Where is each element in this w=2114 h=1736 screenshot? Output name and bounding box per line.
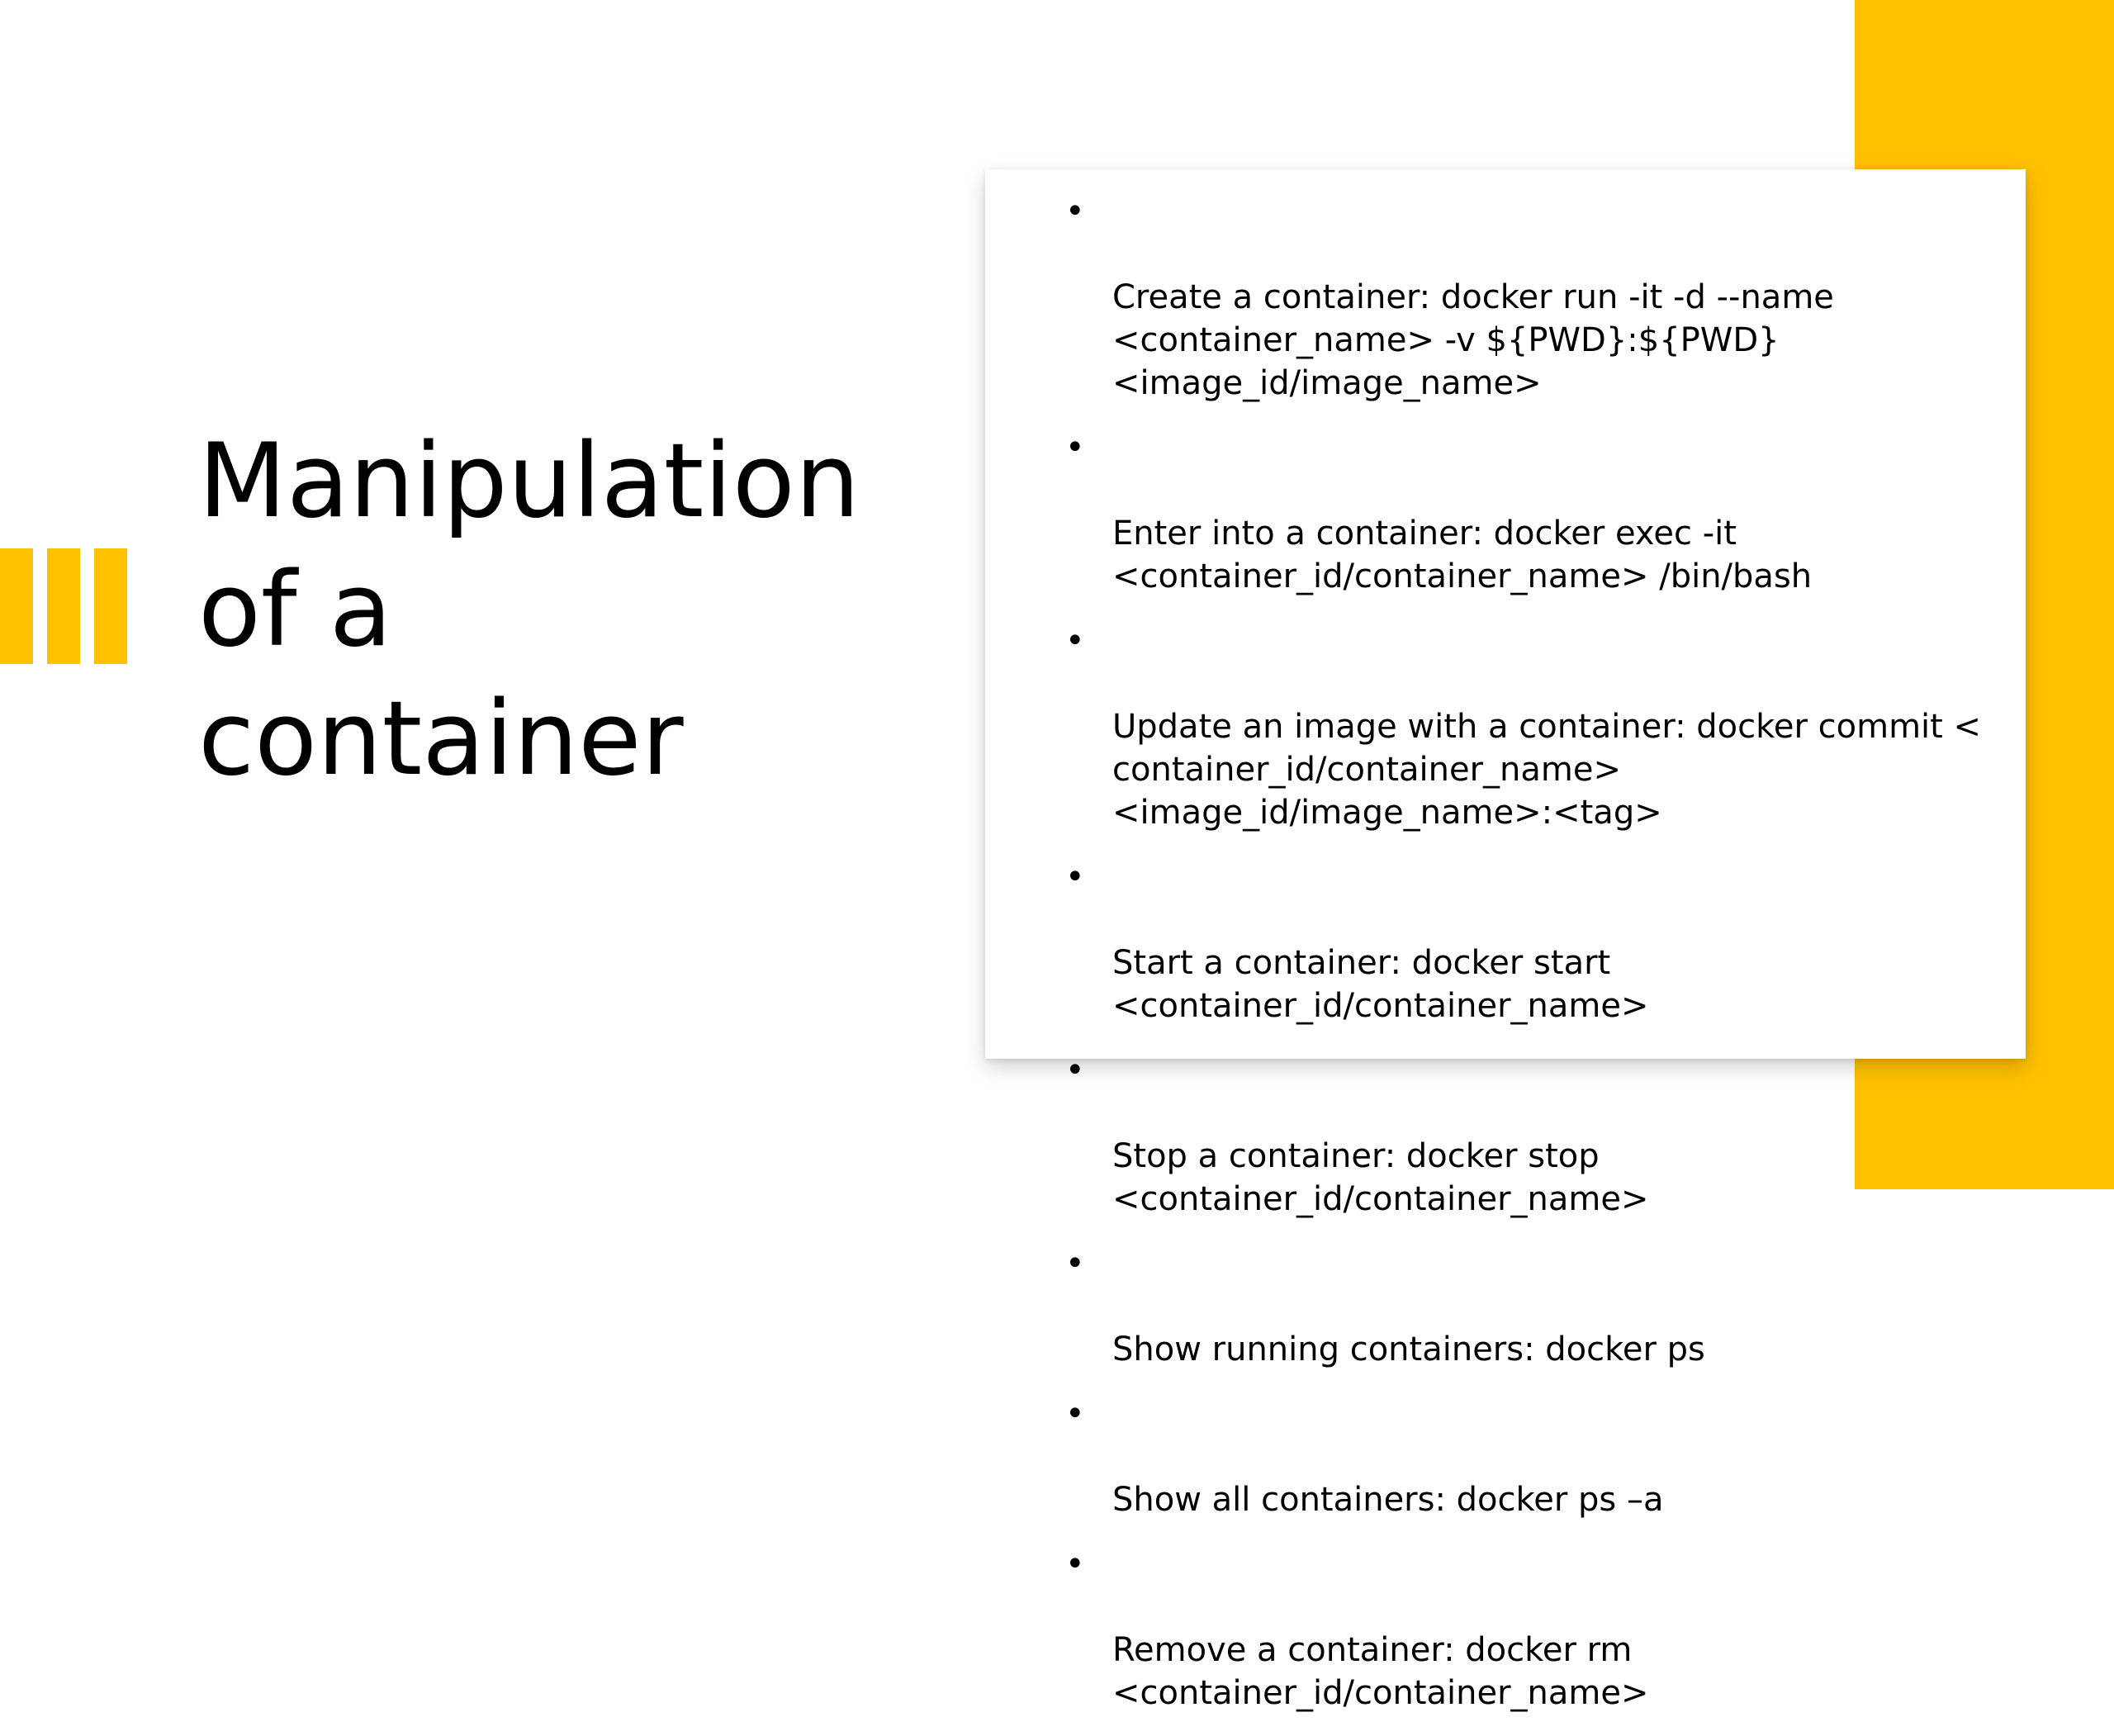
bullet-text: Remove a container: docker rm <container_id/container_name>	[1112, 1631, 1649, 1712]
bullet-marker: •	[1065, 1545, 1085, 1583]
bullet-item	[1065, 1543, 1990, 1715]
accent-bar-1	[0, 548, 33, 664]
bullet-item	[1065, 190, 1990, 405]
bullet-item	[1065, 1242, 1990, 1371]
bullet-marker: •	[1065, 858, 1085, 896]
bullet-item	[1065, 1049, 1990, 1221]
bullet-text: Enter into a container: docker exec -it <container_id/container_name> /bin/bash	[1112, 515, 1813, 595]
bullet-item	[1065, 619, 1990, 834]
bullet-text: Start a container: docker start <container_id/container_name>	[1112, 944, 1649, 1025]
bullet-text: Update an image with a container: docker commit < container_id/container_name> <image_id/image_name>:<tag>	[1112, 708, 1982, 832]
bullet-text: Show all containers: docker ps –a	[1112, 1481, 1664, 1519]
bullet-item	[1065, 1392, 1990, 1521]
bullet-text: Create a container: docker run -it -d --name <container_name> -v ${PWD}:${PWD} <image_id/image_name>	[1112, 278, 1834, 402]
bullet-text: Show running containers: docker ps	[1112, 1330, 1705, 1368]
bullet-list	[1065, 190, 1990, 1736]
bullet-marker: •	[1065, 1245, 1085, 1283]
slide-title: Manipulation of a container	[198, 422, 860, 799]
bullet-text: Stop a container: docker stop <container_id/container_name>	[1112, 1137, 1649, 1218]
bullet-marker: •	[1065, 1395, 1085, 1433]
bullet-marker: •	[1065, 622, 1085, 660]
bullet-marker: •	[1065, 192, 1085, 230]
bullet-item	[1065, 426, 1990, 598]
accent-bar-3	[94, 548, 127, 664]
bullet-item	[1065, 856, 1990, 1027]
accent-bar-2	[47, 548, 80, 664]
bullet-marker: •	[1065, 429, 1085, 467]
bullet-marker: •	[1065, 1051, 1085, 1089]
